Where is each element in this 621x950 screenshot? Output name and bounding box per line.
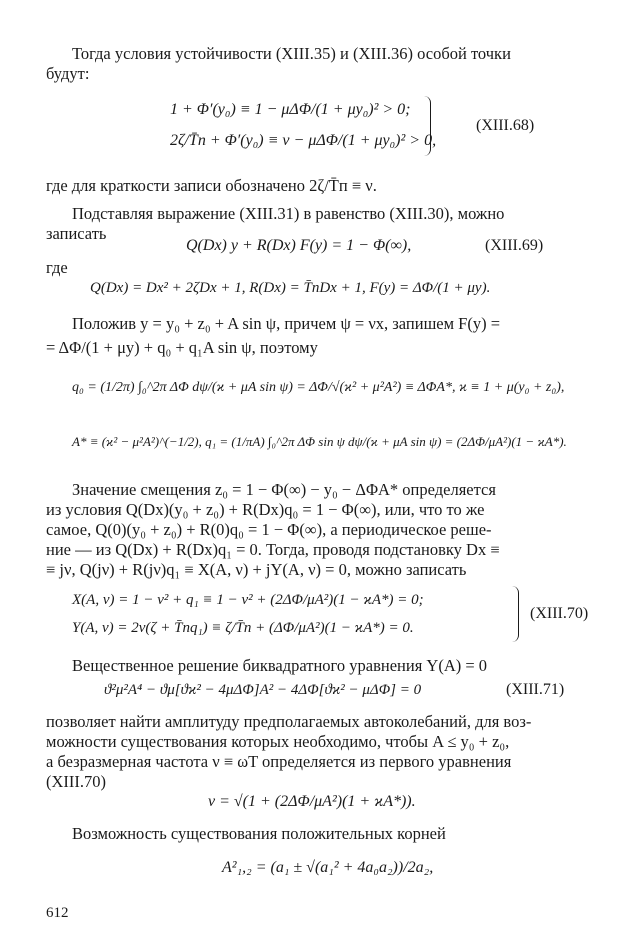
equation: ϑ²μ²A⁴ − ϑμ[ϑϰ² − 4μΔΦ]A² − 4ΔΦ[ϑϰ² − μΔΦ] = 0 [104, 682, 422, 698]
equation-number: (XIII.70) [530, 605, 589, 622]
text-line: где для краткости записи обозначено 2ζ/T̄п ≡ ν. [46, 176, 377, 195]
text-line: Возможность существования положительных корней [72, 824, 446, 843]
equation: X(A, ν) = 1 − ν² + q₁ ≡ 1 − ν² + (2ΔΦ/μA²)(1 − ϰA*) = 0; [72, 592, 424, 608]
text-line: ние — из Q(Dx) + R(Dx)q₁ = 0. Тогда, проводя подстановку Dx ≡ [46, 540, 500, 559]
equation: Q(Dx) y + R(Dx) F(y) = 1 − Φ(∞), [186, 237, 412, 254]
text-line: = ΔΦ/(1 + μy) + q₀ + q₁A sin ψ, поэтому [46, 338, 318, 357]
text-line: а безразмерная частота ν ≡ ωT определяется из первого уравнения [46, 752, 512, 771]
equation: 1 + Φ′(y₀) ≡ 1 − μΔΦ/(1 + μy₀)² > 0; [170, 101, 411, 118]
text-line: Положив y = y₀ + z₀ + A sin ψ, причем ψ = νx, запишем F(y) = [72, 314, 501, 333]
text-line: записать [46, 224, 107, 243]
text-line: позволяет найти амплитуду предполагаемых автоколебаний, для воз- [46, 712, 532, 731]
equation: Q(Dx) = Dx² + 2ζDx + 1, R(Dx) = T̄пDx + 1, F(y) = ΔΦ/(1 + μy). [90, 280, 491, 296]
page-number: 612 [46, 905, 69, 921]
brace [512, 586, 519, 642]
equation-number: (XIII.69) [485, 237, 544, 254]
text-line: Подставляя выражение (XIII.31) в равенство (XIII.30), можно [72, 204, 505, 223]
text-line: можности существования которых необходимо, чтобы A ≤ y₀ + z₀, [46, 732, 510, 751]
equation: q₀ = (1/2π) ∫₀^2π ΔΦ dψ/(ϰ + μA sin ψ) = ΔΦ/√(ϰ² + μ²A²) ≡ ΔΦA*, ϰ ≡ 1 + μ(y₀ + z₀), [72, 380, 565, 395]
text-line: Вещественное решение биквадратного уравнения Y(A) = 0 [72, 656, 488, 675]
equation: A²₁,₂ = (a₁ ± √(a₁² + 4a₀a₂))/2a₂, [222, 859, 434, 876]
text-line: будут: [46, 64, 90, 83]
equation: 2ζ/T̄п + Φ′(y₀) ≡ ν − μΔΦ/(1 + μy₀)² > 0, [170, 132, 437, 149]
text-line: (XIII.70) [46, 772, 107, 791]
equation: ν = √(1 + (2ΔΦ/μA²)(1 + ϰA*)). [208, 793, 416, 810]
equation-number: (XIII.71) [506, 681, 565, 698]
equation: A* ≡ (ϰ² − μ²A²)^(−1/2), q₁ = (1/πA) ∫₀^2π ΔΦ sin ψ dψ/(ϰ + μA sin ψ) = (2ΔΦ/μA²)(1 − ϰA*). [72, 434, 567, 449]
equation: Y(A, ν) = 2ν(ζ + T̄пq₁) ≡ ζ/T̄п + (ΔΦ/μA²)(1 − ϰA*) = 0. [72, 620, 414, 636]
text-line: Значение смещения z₀ = 1 − Φ(∞) − y₀ − ΔΦA* определяется [72, 480, 496, 499]
text-line: Тогда условия устойчивости (XIII.35) и (XIII.36) особой точки [72, 44, 511, 63]
equation-number: (XIII.68) [476, 117, 535, 134]
brace [424, 96, 431, 156]
text-line: самое, Q(0)(y₀ + z₀) + R(0)q₀ = 1 − Φ(∞), а периодическое реше- [46, 520, 492, 539]
text-line: из условия Q(Dx)(y₀ + z₀) + R(Dx)q₀ = 1 − Φ(∞), или, что то же [46, 500, 485, 519]
text-line: где [46, 258, 68, 277]
text-line: ≡ jν, Q(jν) + R(jν)q₁ ≡ X(A, ν) + jY(A, ν) = 0, можно записать [46, 560, 467, 579]
